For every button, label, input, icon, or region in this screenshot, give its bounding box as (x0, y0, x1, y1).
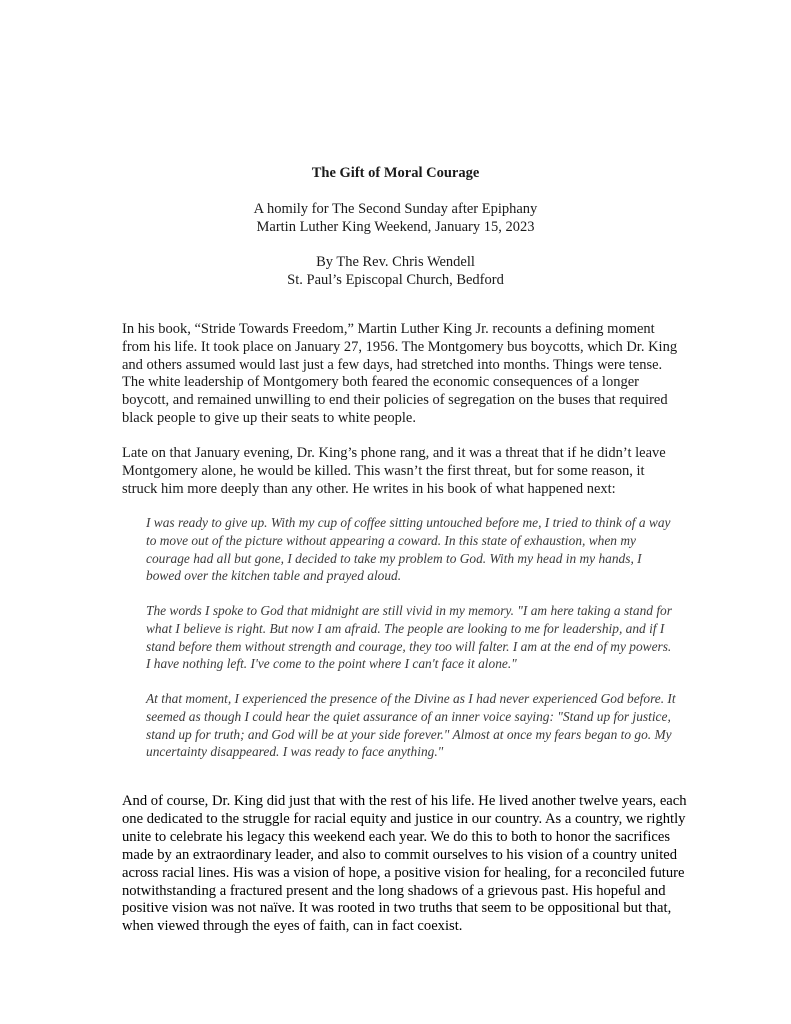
body-paragraph-2: Late on that January evening, Dr. King’s phone rang, and it was a threat that if he didn’t leave Montgomery alone, he would be killed. This wasn’t the first threat, but for some reason, it struck him more deeply than any other. He writes in his book of what happened next: (122, 445, 666, 497)
block-quote-2: The words I spoke to God that midnight are still vivid in my memory. "I am here taking a stand for what I believe is right. But now I am afraid. The people are looking to me for leadership, and if I stand before them without strength and courage, they too will falter. I am at the end of my powers. I have nothing left. I've come to the point where I can't face it alone." (146, 603, 672, 672)
subtitle-date: Martin Luther King Weekend, January 15, 2023 (256, 219, 535, 235)
author-line: By The Rev. Chris Wendell (316, 254, 475, 270)
closing-paragraph: And of course, Dr. King did just that with the rest of his life. He lived another twelve years, each one dedicated to the struggle for racial equity and justice in our country. As a country, we rightly unite to celebrate his legacy this weekend each year. We do this to both to honor the sacrifices made by an extraordinary leader, and also to commit ourselves to his vision of a country united across racial lines. His was a vision of hope, a positive vision for healing, for a reconciled future notwithstanding a fractured present and the long shadows of a grievous past. His hopeful and positive vision was not naïve. It was rooted in two truths that seem to be oppositional but that, when viewed through the eyes of faith, can in fact coexist. (122, 793, 687, 935)
document-title: The Gift of Moral Courage (311, 165, 480, 181)
subtitle-occasion: A homily for The Second Sunday after Epiphany (253, 201, 538, 217)
block-quote-3: At that moment, I experienced the presence of the Divine as I had never experienced God before. It seemed as though I could hear the quiet assurance of an inner voice saying: "Stand up for justice, stand up for truth; and God will be at your side forever." Almost at once my fears began to go. My uncertainty disappeared. I was ready to face anything." (146, 691, 676, 760)
block-quote-1: I was ready to give up. With my cup of coffee sitting untouched before me, I tried to think of a way to move out of the picture without appearing a coward. In this state of exhaustion, when my courage had all but gone, I decided to take my problem to God. With my head in my hands, I bowed over the kitchen table and prayed aloud. (146, 515, 671, 584)
church-line: St. Paul’s Episcopal Church, Bedford (287, 272, 504, 288)
body-paragraph-1: In his book, “Stride Towards Freedom,” Martin Luther King Jr. recounts a defining moment from his life. It took place on January 27, 1956. The Montgomery bus boycotts, which Dr. King and others assumed would last just a few days, had stretched into months. Things were tense. The white leadership of Montgomery both feared the economic consequences of a longer boycott, and remained unwilling to end their policies of segregation on the buses that required black people to give up their seats to white people. (122, 321, 678, 426)
